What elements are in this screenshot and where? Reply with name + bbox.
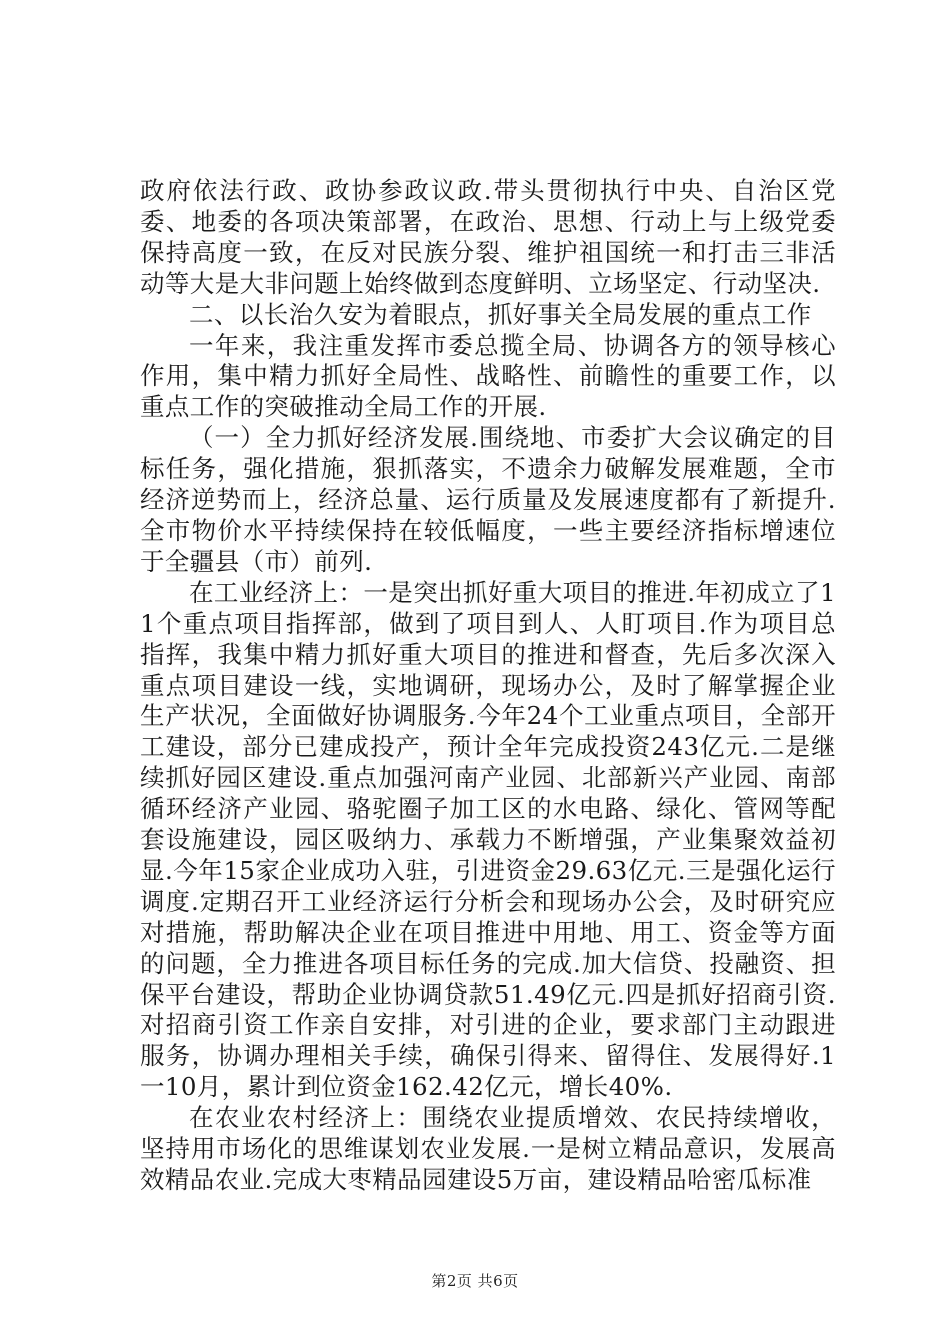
page-footer: 第2页 共6页 <box>431 1272 519 1290</box>
paragraph: （一）全力抓好经济发展.围绕地、市委扩大会议确定的目标任务，强化措施，狠抓落实，不遗余力破解发展难题，全市经济逆势而上，经济总量、运行质量及发展速度都有了新提升.全市物价水平持续保持在较低幅度，一些主要经济指标增速位于全疆县（市）前列. <box>140 423 836 576</box>
paragraph-continuation: 政府依法行政、政协参政议政.带头贯彻执行中央、自治区党委、地委的各项决策部署，在政治、思想、行动上与上级党委保持高度一致，在反对民族分裂、维护祖国统一和打击三非活动等大是大非问题上始终做到态度鲜明、立场坚定、行动坚决. <box>140 176 836 298</box>
paragraph: 在农业农村经济上：围绕农业提质增效、农民持续增收，坚持用市场化的思维谋划农业发展.一是树立精品意识，发展高效精品农业.完成大枣精品园建设5万亩，建设精品哈密瓜标准 <box>140 1103 836 1194</box>
paragraph: 在工业经济上：一是突出抓好重大项目的推进.年初成立了11个重点项目指挥部，做到了项目到人、人盯项目.作为项目总指挥，我集中精力抓好重大项目的推进和督查，先后多次深入重点项目建设一线，实地调研，现场办公，及时了解掌握企业生产状况，全面做好协调服务.今年24个工业重点项目，全部开工建设，部分已建成投产，预计全年完成投资243亿元.二是继续抓好园区建设.重点加强河南产业园、北部新兴产业园、南部循环经济产业园、骆驼圈子加工区的水电路、绿化、管网等配套设施建设，园区吸纳力、承载力不断增强，产业集聚效益初显.今年15家企业成功入驻，引进资金29.63亿元.三是强化运行调度.定期召开工业经济运行分析会和现场办公会，及时研究应对措施，帮助解决企业在项目推进中用地、用工、资金等方面的问题，全力推进各项目标任务的完成.加大信贷、投融资、担保平台建设，帮助企业协调贷款51.49亿元.四是抓好招商引资.对招商引资工作亲自安排，对引进的企业，要求部门主动跟进服务，协调办理相关手续，确保引得来、留得住、发展得好.1一10月，累计到位资金162.42亿元，增长40%. <box>140 577 836 1102</box>
section-heading: 二、以长治久安为着眼点，抓好事关全局发展的重点工作 <box>189 299 812 329</box>
paragraph: 一年来，我注重发挥市委总揽全局、协调各方的领导核心作用，集中精力抓好全局性、战略性、前瞻性的重要工作，以重点工作的突破推动全局工作的开展. <box>140 330 836 422</box>
document-body <box>140 176 836 1196</box>
